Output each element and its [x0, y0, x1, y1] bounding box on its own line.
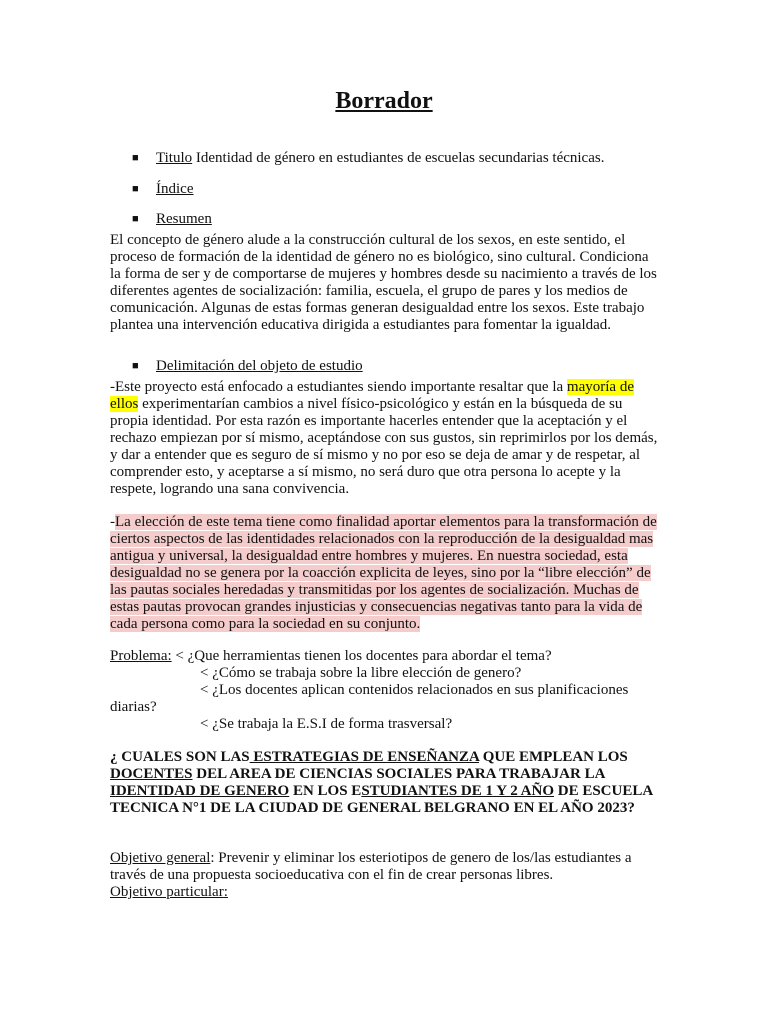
question-part: DE ESCUELA TECNICA N°1 DE LA CIUDAD DE GENERAL BELGRANO EN EL AÑO 2023?	[110, 783, 653, 816]
question-part: DEL AREA DE CIENCIAS SOCIALES PARA TRABAJAR LA	[192, 766, 605, 782]
question-underlined: DOCENTES	[110, 766, 193, 782]
resumen-text: El concepto de género alude a la construcción cultural de los sexos, en este sentido, el proceso de formación de la identidad de género no es biológico, sino cultural. Condiciona la forma de ser y de comportarse de mujeres y hombres desde su nacimiento a través de los diferentes agentes de socialización: familia, escuela, el grupo de pares y los medios de comunicación. Algunas de estas formas generan desigualdad entre los sexos. Este trabajo plantea una intervención educativa dirigida a estudiantes para fomentar la igualdad.	[110, 232, 657, 333]
question-underlined: STUDIANTES DE 1 Y 2 AÑO	[361, 783, 554, 799]
bullet-marker: ■	[132, 213, 139, 225]
bullet-marker: ■	[132, 183, 139, 195]
objetivo-general	[110, 850, 658, 884]
resumen-paragraph	[110, 232, 658, 334]
problema-q2: < ¿Cómo se trabaja sobre la libre elección de genero?	[200, 665, 522, 681]
question-part: QUE EMPLEAN LOS	[479, 749, 628, 765]
indice-label: Índice	[156, 181, 194, 197]
highlighted-text: mayoría de ellos	[110, 379, 634, 412]
eleccion-paragraph	[110, 514, 658, 633]
titulo-label: Titulo	[156, 150, 193, 166]
bullet-marker: ■	[132, 152, 139, 164]
bullet-resumen	[132, 211, 212, 228]
eleccion-highlighted-text: La elección de este tema tiene como finalidad aportar elementos para la transformación de ciertos aspectos de las identidades relacionados con la reproducción de la desigualdad mas antigua y universal, la desigualdad entre hombres y mujeres. En nuestra sociedad, esta desigualdad no se genera por la coacción explicita de leyes, sino por la “libre elección” de las pautas sociales heredadas y transmitidas por los agentes de socialización. Muchas de estas pautas provocan grandes injusticias y consecuencias negativas tanto para la vida de cada persona como para la sociedad en su conjunto.	[110, 514, 657, 632]
titulo-text: Identidad de género en estudiantes de escuelas secundarias técnicas.	[192, 150, 605, 166]
objetivo-general-text: : Prevenir y eliminar los esteriotipos de genero de los/las estudiantes a través de una propuesta socioeducativa con el fin de crear personas libres.	[110, 850, 632, 883]
eleccion-dash: -	[110, 514, 115, 530]
problema-label: Problema:	[110, 648, 172, 664]
resumen-label: Resumen	[156, 211, 212, 227]
objetivo-particular	[110, 884, 658, 901]
bullet-marker: ■	[132, 360, 139, 372]
bullet-delimitacion	[132, 358, 363, 375]
question-underlined: ESTRATEGIAS DE ENSEÑANZA	[249, 749, 479, 765]
delimitacion-text-before: -Este proyecto está enfocado a estudiantes siendo importante resaltar que la	[110, 379, 567, 395]
objetivo-general-label: Objetivo general	[110, 850, 211, 866]
problema-q3b: diarias?	[110, 699, 157, 715]
objetivo-particular-colon: :	[223, 884, 228, 900]
delimitacion-text-after: experimentarían cambios a nivel físico-psicológico y están en la búsqueda de su propia identidad. Por esta razón es importante hacerles entender que la aceptación y el rechazo empiezan por sí mismo, aceptándose con sus gustos, sin reprimirlos por los demás, y dar a entender que es seguro de sí mismo y no por eso se deja de amar y de respetar, al comprender esto, y aceptarse a sí mismo, no será duro que otra persona lo acepte y la respete, logrando una sana convivencia.	[110, 396, 658, 497]
delimitacion-label: Delimitación del objeto de estudio	[156, 358, 363, 374]
problema-q4: < ¿Se trabaja la E.S.I de forma trasversal?	[200, 716, 453, 732]
question-part: ¿ CUALES SON LAS	[110, 749, 250, 765]
problema-section	[110, 648, 658, 733]
bullet-indice	[132, 181, 193, 198]
page-title: Borrador	[335, 88, 433, 114]
question-underlined: IDENTIDAD DE GENERO	[110, 783, 290, 799]
research-question	[110, 749, 658, 817]
delimitacion-paragraph	[110, 379, 658, 498]
bullet-titulo	[132, 150, 604, 167]
problema-q3a: < ¿Los docentes aplican contenidos relacionados en sus planificaciones	[200, 682, 629, 698]
objetivo-particular-label: Objetivo particular	[110, 884, 224, 900]
question-part: EN LOS E	[289, 783, 362, 799]
problema-q1: < ¿Que herramientas tienen los docentes para abordar el tema?	[171, 648, 552, 664]
